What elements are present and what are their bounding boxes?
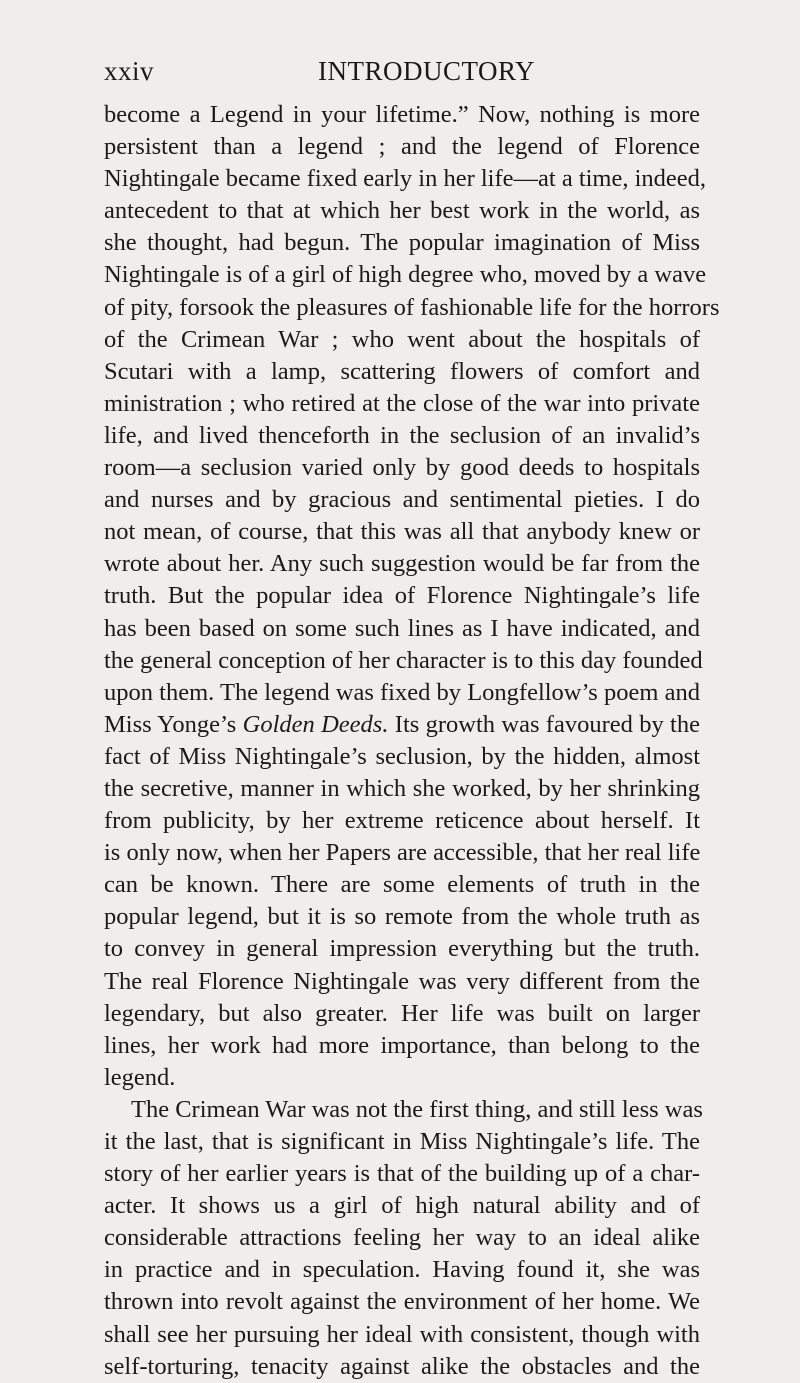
text-line: she thought, had begun. The popular imagination of Miss <box>104 229 700 257</box>
text-run: Its growth was favoured by the <box>388 710 700 738</box>
text-line: The real Florence Nightingale was very different from the <box>104 967 700 995</box>
text-line: life, and lived thenceforth in the seclusion of an invalid’s <box>104 421 700 449</box>
text-line: become a Legend in your lifetime.” Now, nothing is more <box>104 101 700 128</box>
text-line: to convey in general impression everything but the truth. <box>104 935 700 963</box>
text-line: The Crimean War was not the first thing, and still less was <box>131 1095 703 1123</box>
text-line: legend. <box>104 1063 176 1091</box>
text-line: has been based on some such lines as I have indicated, and <box>104 614 700 642</box>
text-line: Nightingale is of a girl of high degree who, moved by a wave <box>104 261 707 289</box>
text-line: is only now, when her Papers are accessible, that her real life <box>104 839 701 867</box>
text-line: not mean, of course, that this was all that anybody knew or <box>104 518 700 546</box>
text-line: Scutari with a lamp, scattering flowers of comfort and <box>104 357 700 385</box>
text-line: acter. It shows us a girl of high natural ability and of <box>104 1192 700 1220</box>
text-line: thrown into revolt against the environment of her home. We <box>104 1288 700 1316</box>
text-line: of the Crimean War ; who went about the hospitals of <box>104 325 700 353</box>
text-line: popular legend, but it is so remote from the whole truth as <box>104 903 700 931</box>
text-line: of pity, forsook the pleasures of fashionable life for the horrors <box>104 293 720 321</box>
text-line: and nurses and by gracious and sentimental pieties. I do <box>104 486 700 514</box>
text-line: Nightingale became fixed early in her life—at a time, indeed, <box>104 165 707 193</box>
text-line: truth. But the popular idea of Florence Nightingale’s life <box>104 582 700 610</box>
running-head <box>104 56 700 90</box>
text-line: story of her earlier years is that of the building up of a char- <box>104 1160 700 1188</box>
text-line: the secretive, manner in which she worked, by her shrinking <box>104 774 700 802</box>
paragraph-2 <box>104 1094 703 1383</box>
text-line: room—a seclusion varied only by good deeds to hospitals <box>104 454 700 482</box>
text-line: self-torturing, tenacity against alike the obstacles and the <box>104 1352 700 1380</box>
text-line: in practice and in speculation. Having found it, she was <box>104 1256 700 1284</box>
text-line: considerable attractions feeling her way to an ideal alike <box>104 1224 700 1252</box>
text-line: antecedent to that at which her best work in the world, as <box>104 197 700 225</box>
body-text <box>104 99 720 1383</box>
chapter-title: INTRODUCTORY <box>318 56 536 86</box>
text-line: persistent than a legend ; and the legend of Florence <box>104 133 700 161</box>
text-line: legendary, but also greater. Her life was built on larger <box>104 999 700 1027</box>
text-line: upon them. The legend was fixed by Longfellow’s poem and <box>104 678 700 706</box>
text-run: Miss Yonge’s <box>104 710 243 738</box>
text-line: it the last, that is significant in Miss Nightingale’s life. The <box>104 1128 700 1155</box>
text-line: wrote about her. Any such suggestion would be far from the <box>104 550 700 578</box>
text-line: ministration ; who retired at the close of the war into private <box>104 389 700 417</box>
text-line: the general conception of her character is to this day founded <box>104 646 703 674</box>
text-line: lines, her work had more importance, than belong to the <box>104 1031 700 1059</box>
page-number: xxiv <box>104 56 155 86</box>
text-line: from publicity, by her extreme reticence about herself. It <box>104 807 700 835</box>
text-line-with-italic-title <box>104 709 700 741</box>
text-line: fact of Miss Nightingale’s seclusion, by the hidden, almost <box>104 742 700 770</box>
book-title-italic: Golden Deeds. <box>242 710 389 738</box>
text-line: shall see her pursuing her ideal with consistent, though with <box>104 1320 700 1348</box>
text-line: can be known. There are some elements of truth in the <box>104 871 700 899</box>
paragraph-1 <box>104 99 720 1094</box>
